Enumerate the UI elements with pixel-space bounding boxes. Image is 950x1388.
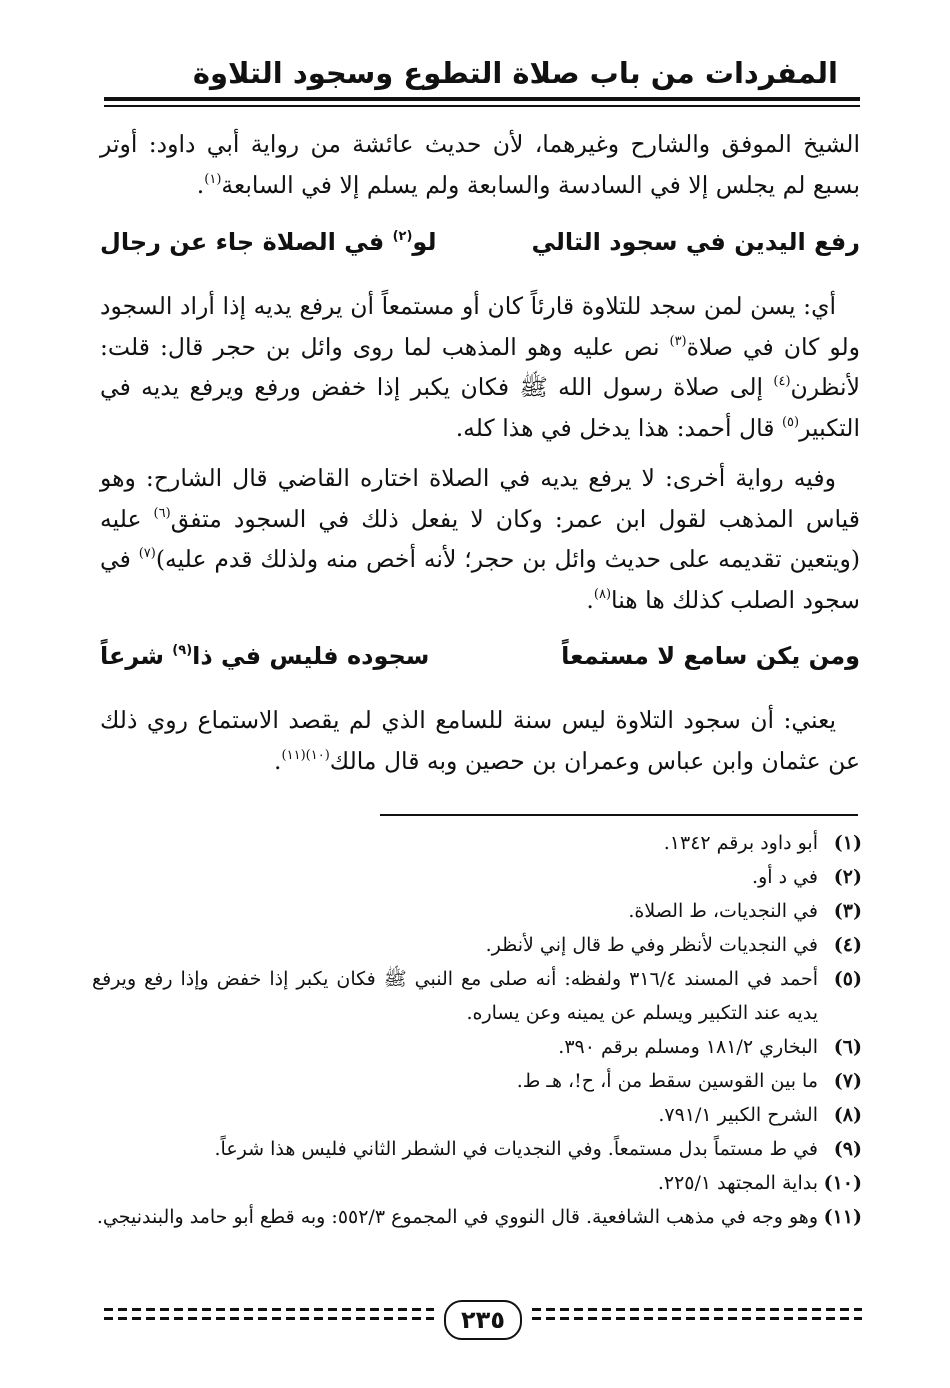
- footnote-ref: (٤): [773, 374, 791, 389]
- footnote-text: البخاري ١٨١/٢ ومسلم برقم ٣٩٠.: [558, 1036, 818, 1058]
- footnote-separator: [380, 814, 858, 816]
- running-title: المفردات من باب صلاة التطوع وسجود التلاوة: [192, 56, 838, 90]
- footnotes: [92, 826, 862, 1234]
- page-footer: [104, 1300, 862, 1340]
- footnote-ref: (١١): [281, 747, 306, 763]
- footnote-number: (٢): [833, 866, 862, 888]
- verse-line-1: [100, 222, 860, 262]
- footnote-ref: (٥): [781, 414, 800, 430]
- footnote: [92, 1064, 862, 1098]
- footnote-number: (٣): [833, 900, 862, 922]
- verse-hemistich-right: ومن يكن سامع لا مستمعاً: [561, 642, 860, 670]
- footnote-text: وهو وجه في مذهب الشافعية. قال النووي في المجموع ٥٥٢/٣: وبه قطع أبو حامد والبندنيجي.: [96, 1206, 818, 1228]
- footer-dashed-rule-right: [532, 1308, 862, 1330]
- footnote-text: الشرح الكبير ٧٩١/١.: [658, 1104, 818, 1126]
- footnote: [92, 1166, 862, 1200]
- footnote: [92, 928, 862, 962]
- footnote: [92, 1132, 862, 1166]
- footnote-ref: (٦): [153, 505, 171, 521]
- footnote-number: (٦): [833, 1036, 862, 1058]
- footnote-text: بداية المجتهد ٢٢٥/١.: [657, 1172, 818, 1194]
- footnote-text: أحمد في المسند ٣١٦/٤ ولفظه: أنه صلى مع النبي ﷺ فكان يكبر إذا خفض وإذا رفع ويرفع يديه عند التكبير ويسلم عن يمينه وعن يساره.: [92, 968, 819, 1024]
- footnote-text: في د أو.: [752, 866, 818, 888]
- paragraph-2: أي: يسن لمن سجد للتلاوة قارئاً كان أو مستمعاً أن يرفع يديه إذا أراد السجود ولو كان في صلاة$^{(٣)}$ نص عليه وهو المذهب لما روى وائل بن حجر قال: قلت: لأنظرن$^{(٤)}$ إلى صلاة رسول الله ﷺ فكان يكبر إذا خفض ورفع ويرفع يديه في التكبير$^{(٥)}$ قال أحمد: هذا يدخل في هذا كله.: [100, 292, 860, 442]
- footnote: [92, 860, 862, 894]
- footnote: [92, 894, 862, 928]
- footnote-ref: (٢): [392, 229, 413, 244]
- footnote-ref: (١): [204, 171, 222, 187]
- verse-hemistich-right: رفع اليدين في سجود التالي: [531, 228, 860, 256]
- footnote-text: في النجديات، ط الصلاة.: [628, 900, 818, 922]
- header-rule: [104, 97, 860, 101]
- footnote-number: (٤): [833, 934, 862, 956]
- footnote-number: (١١): [823, 1206, 862, 1228]
- footnote-number: (٥): [833, 968, 862, 990]
- paragraph-3: وفيه رواية أخرى: لا يرفع يديه في الصلاة اختاره القاضي قال الشارح: وهو قياس المذهب لقول ابن عمر: وكان لا يفعل ذلك في السجود متفق$^{(٦)}$ عليه (ويتعين تقديمه على حديث وائل بن حجر؛ لأنه أخص منه ولذلك قدم عليه)$^{(٧)}$ في سجود الصلب كذلك ها هنا$^{(٨)}$.: [100, 464, 860, 614]
- paragraph-text: الشيخ الموفق والشارح وغيرهما، لأن حديث عائشة من رواية أبي داود: أوتر بسبع لم يجلس إلا في السادسة والسابعة ولم يسلم إلا في السابعة: [100, 130, 860, 199]
- footnote-ref: (٧): [138, 546, 156, 561]
- header-rule-thin: [104, 105, 860, 107]
- footnote: [92, 1030, 862, 1064]
- footnote-number: (٧): [833, 1070, 862, 1092]
- verse-line-2: [100, 636, 860, 676]
- footnote-ref: (٩): [172, 643, 193, 658]
- footnote-ref: (٣): [669, 333, 687, 349]
- footnote-text: ما بين القوسين سقط من أ، ح!، هـ ط.: [516, 1070, 818, 1092]
- footnote-number: (٨): [833, 1104, 862, 1126]
- footnote-number: (٩): [833, 1138, 862, 1160]
- footnote-text: في ط مستماً بدل مستمعاً. وفي النجديات في الشطر الثاني فليس هذا شرعاً.: [214, 1138, 818, 1160]
- verse-hemistich-left: لو$^{(٢)}$ في الصلاة جاء عن رجال: [100, 228, 437, 256]
- verse-hemistich-left: سجوده فليس في ذا$^{(٩)}$ شرعاً: [100, 642, 430, 670]
- footnote-ref: (١٠): [305, 747, 330, 763]
- footnote: [92, 1200, 862, 1234]
- paragraph-4: يعني: أن سجود التلاوة ليس سنة للسامع الذي لم يقصد الاستماع روي ذلك عن عثمان وابن عباس وعمران بن حصين وبه قال مالك$^{(١٠)(١١)}$.: [100, 706, 860, 775]
- page-number: ٢٣٥: [444, 1300, 522, 1340]
- footnote-number: (١): [833, 832, 862, 854]
- footnote: [92, 1098, 862, 1132]
- footnote-text: أبو داود برقم ١٣٤٢.: [663, 832, 818, 854]
- footnote: [92, 962, 862, 1030]
- paragraph-1: الشيخ الموفق والشارح وغيرهما، لأن حديث عائشة من رواية أبي داود: أوتر بسبع لم يجلس إلا في السادسة والسابعة ولم يسلم إلا في السابعة$^{(١)}$.: [100, 130, 860, 199]
- footnote-number: (١٠): [823, 1172, 862, 1194]
- footnote: [92, 826, 862, 860]
- footnote-text: في النجديات لأنظر وفي ط قال إني لأنظر.: [485, 934, 818, 956]
- footer-dashed-rule-left: [104, 1308, 434, 1330]
- footnote-ref: (٨): [593, 586, 612, 602]
